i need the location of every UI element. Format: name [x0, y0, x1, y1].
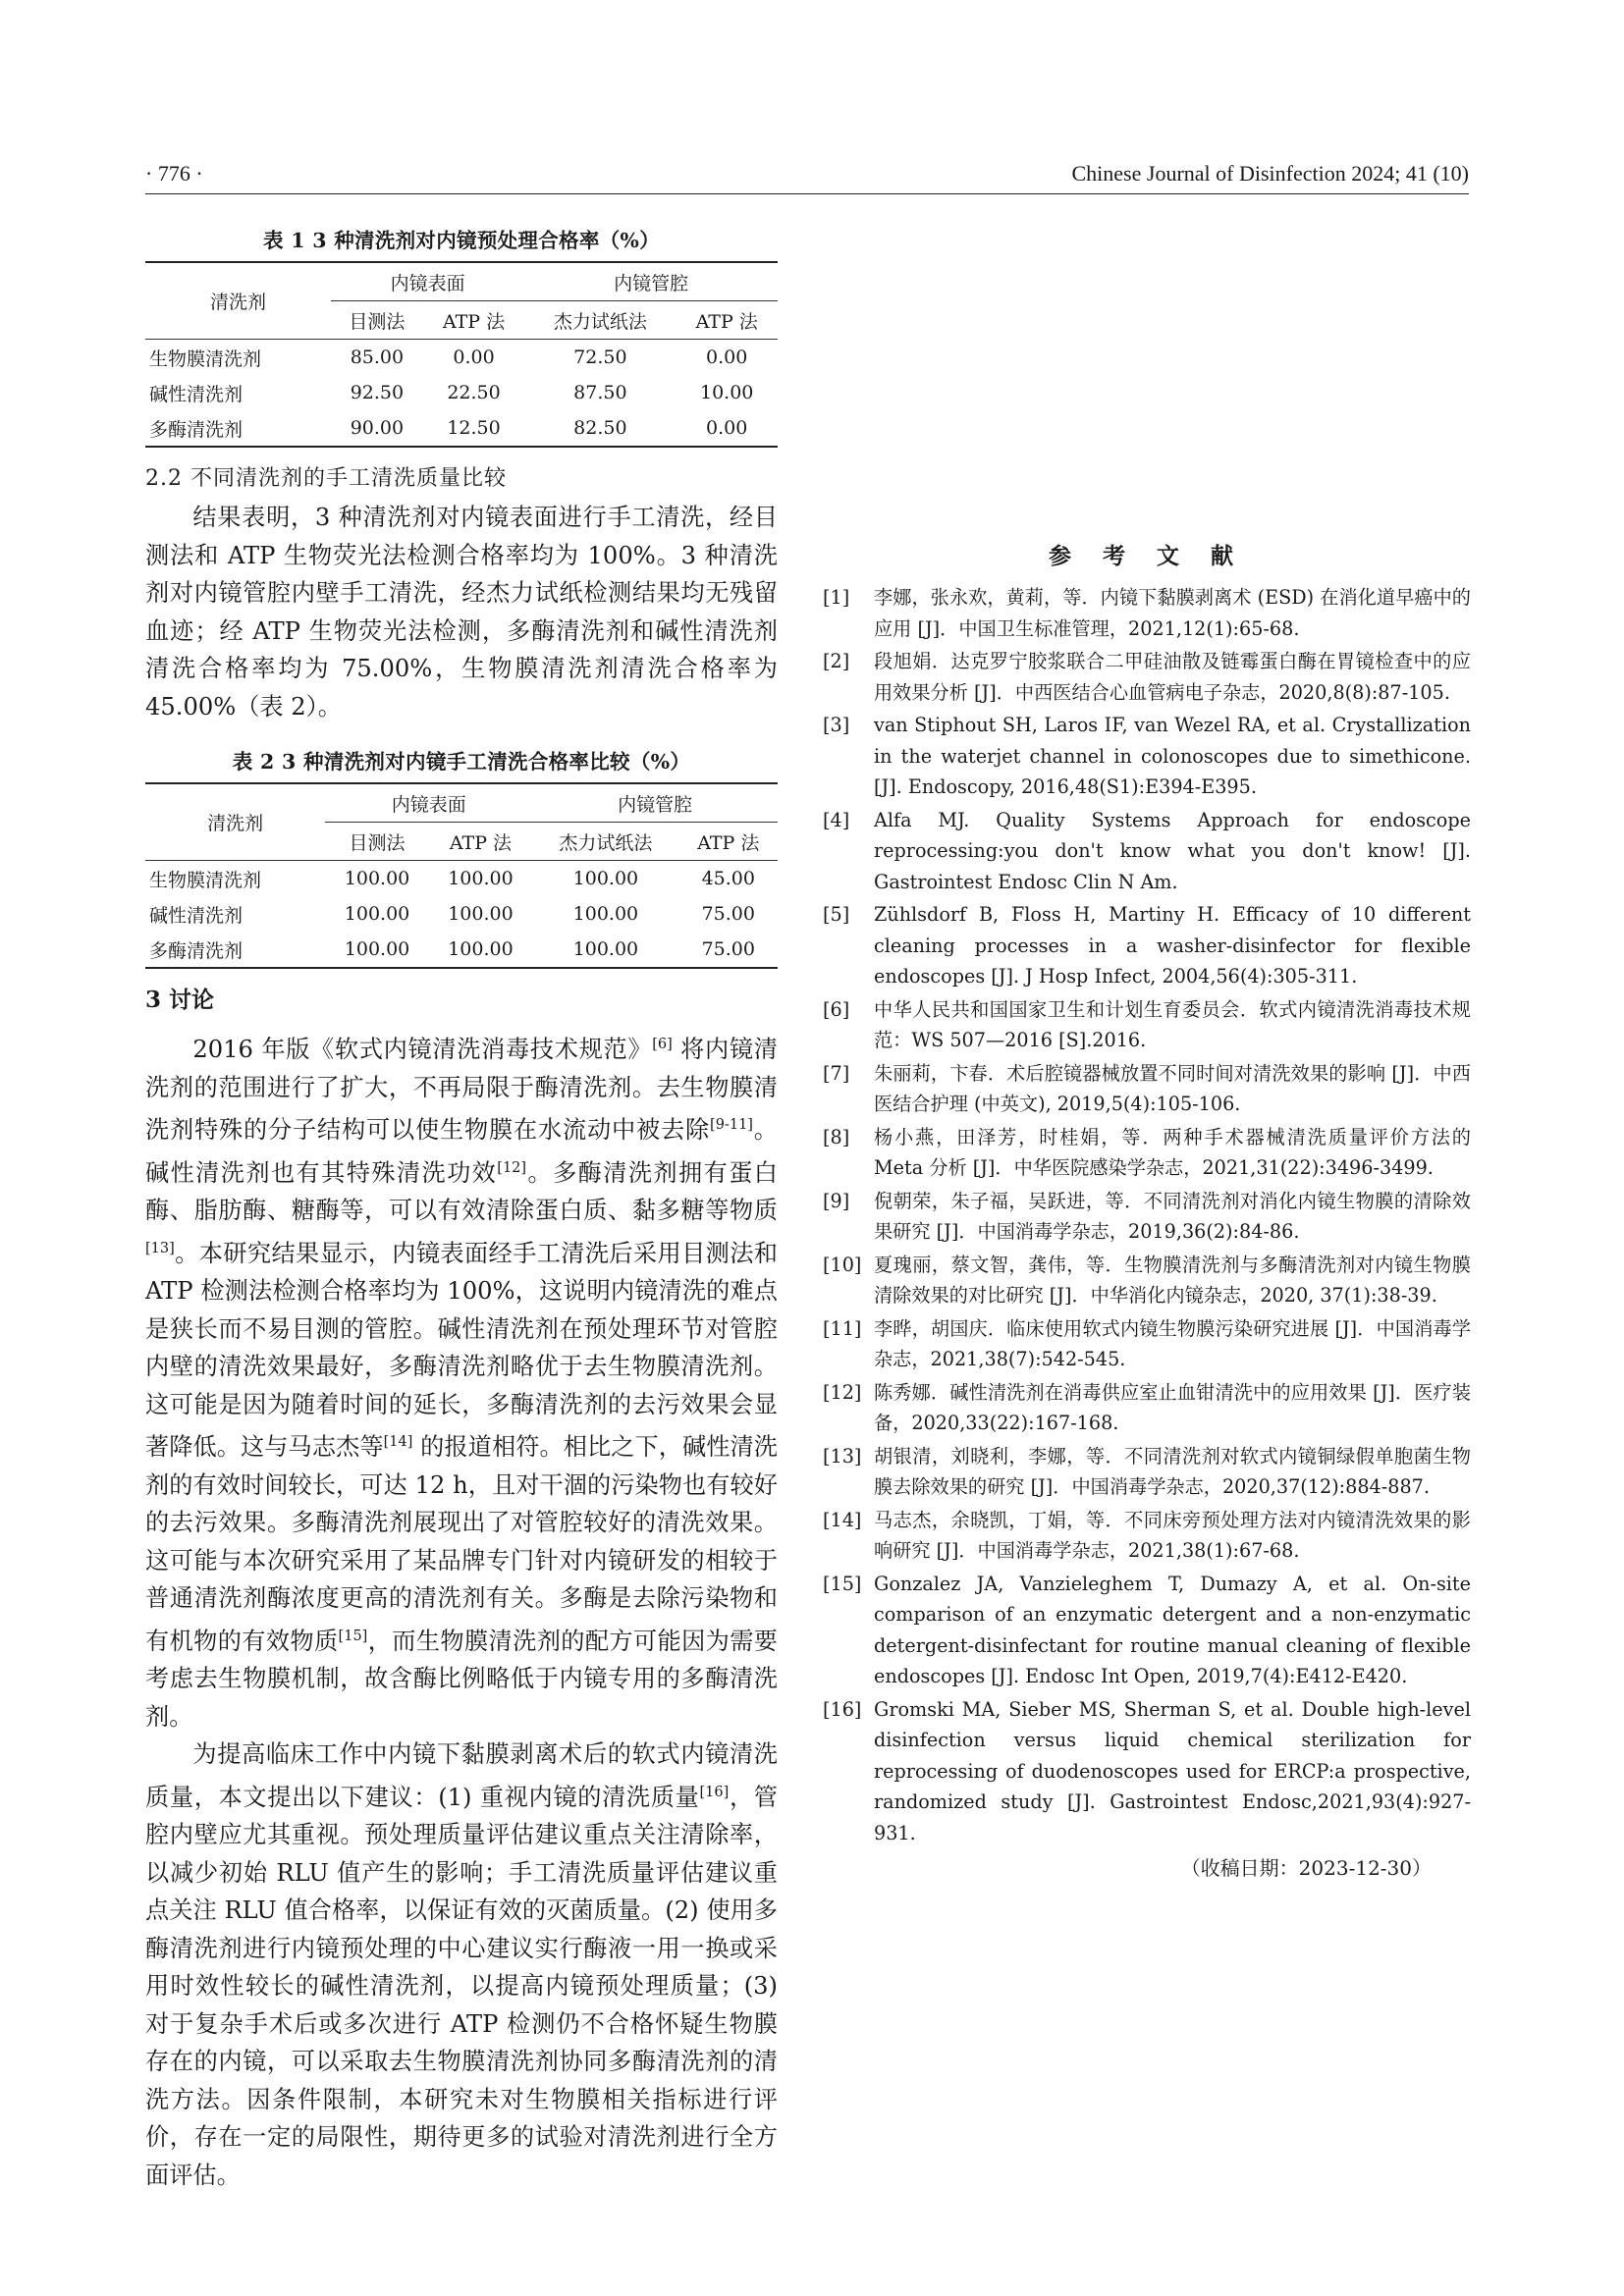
- cell: 0.00: [706, 347, 748, 368]
- reference-item: [823, 1377, 1471, 1439]
- cell: 100.00: [448, 868, 514, 889]
- table2-group-lumen: 内镜管腔: [532, 783, 778, 823]
- citation: [6]: [652, 1037, 673, 1052]
- cell: 100.00: [448, 903, 514, 925]
- citation: [12]: [497, 1159, 527, 1176]
- cell: 82.50: [573, 417, 627, 439]
- reference-text: van Stiphout SH, Laros IF, van Wezel RA, et al. Crystallization in the waterjet channel in colonoscopes due to simethicone. [J]. Endoscopy, 2016,48(S1):E394-E395.: [874, 714, 1471, 798]
- reference-text: 陈秀娜．碱性清洗剂在消毒供应室止血钳清洗中的应用效果 [J]．医疗装备，2020,33(22):167-168.: [874, 1380, 1471, 1434]
- reference-number: [3]: [823, 714, 850, 736]
- reference-text: Alfa MJ. Quality Systems Approach for endoscope reprocessing:you don't know what you don't know! [J]. Gastrointest Endosc Clin N Am.: [874, 808, 1471, 893]
- table1-caption: 表 1 3 种清洗剂对内镜预处理合格率（%）: [262, 229, 661, 252]
- table2-group-surface: 内镜表面: [325, 783, 532, 823]
- row-label: 多酶清洗剂: [149, 939, 244, 962]
- reference-list: [823, 582, 1471, 1848]
- references-title: 参 考 文 献: [1048, 543, 1246, 569]
- citation: [9-11]: [710, 1117, 753, 1134]
- table2-caption: 表 2 3 种清洗剂对内镜手工清洗合格率比较（%）: [232, 750, 691, 774]
- reference-text: 胡银清，刘晓利，李娜，等．不同清洗剂对软式内镜铜绿假单胞菌生物膜去除效果的研究 [J]．中国消毒学杂志，2020,37(12):884-887.: [874, 1444, 1471, 1498]
- reference-item: [823, 1694, 1471, 1849]
- cell: 100.00: [344, 903, 410, 925]
- reference-text: 倪朝荣，朱子福，吴跃进，等．不同清洗剂对消化内镜生物膜的清除效果研究 [J]．中国消毒学杂志，2019,36(2):84-86.: [874, 1189, 1471, 1243]
- reference-number: [2]: [823, 650, 850, 672]
- table1: [145, 261, 778, 448]
- reference-text: Gonzalez JA, Vanzieleghem T, Dumazy A, et al. On-site comparison of an enzymatic detergent and a non-enzymatic detergent-disinfectant for routine manual cleaning of flexible endoscopes [J]. Endosc Int Open, 2019,7(4):E412-E420.: [874, 1572, 1471, 1687]
- reference-text: 夏瑰丽，蔡文智，龚伟，等．生物膜清洗剂与多酶清洗剂对内镜生物膜清除效果的对比研究 [J]．中华消化内镜杂志，2020, 37(1):38-39.: [874, 1253, 1471, 1307]
- reference-item: [823, 1569, 1471, 1692]
- row-label: 生物膜清洗剂: [149, 347, 262, 370]
- discussion-paragraph-2: [145, 1735, 778, 2194]
- reference-number: [12]: [823, 1380, 862, 1404]
- citation: [15]: [338, 1628, 368, 1644]
- text-run: 。本研究结果显示，内镜表面经手工清洗后采用目测法和 ATP 检测法检测合格率均为 100%，这说明内镜清洗的难点是狭长而不易目测的管腔。碱性清洗剂在预处理环节对管腔内壁的清洗效果最好，多酶清洗剂略优于去生物膜清洗剂。这可能是因为随着时间的延长，多酶清洗剂的去污效果会显著降低。这与马志杰等: [145, 1239, 778, 1462]
- cell: 100.00: [344, 938, 410, 960]
- table1-sub-header: ATP 法: [695, 310, 758, 333]
- reference-item: [823, 710, 1471, 803]
- cell: 100.00: [344, 868, 410, 889]
- table1-stub: 清洗剂: [145, 262, 331, 340]
- row-label: 生物膜清洗剂: [149, 869, 262, 891]
- reference-number: [11]: [823, 1316, 862, 1340]
- table2-stub: 清洗剂: [145, 783, 325, 861]
- table2: [145, 782, 778, 969]
- text-run: 2016 年版《软式内镜清洗消毒技术规范》: [192, 1036, 653, 1064]
- table1-sub-header: 目测法: [349, 310, 406, 333]
- cell: 12.50: [447, 417, 501, 439]
- reference-text: 马志杰，余晓凯，丁娟，等．不同床旁预处理方法对内镜清洗效果的影响研究 [J]．中国消毒学杂志，2021,38(1):67-68.: [874, 1508, 1471, 1562]
- reference-text: 李晔，胡国庆．临床使用软式内镜生物膜污染研究进展 [J]．中国消毒学杂志，2021,38(7):542-545.: [874, 1316, 1471, 1370]
- reference-item: [823, 1441, 1471, 1503]
- discussion-paragraph-1: [145, 1026, 778, 1735]
- reference-number: [16]: [823, 1697, 862, 1721]
- cell: 100.00: [572, 938, 639, 960]
- text-run: ，而生物膜清洗剂的配方可能因为需要考虑去生物膜机制，故含酶比例略低于内镜专用的多酶清洗剂。: [145, 1627, 778, 1731]
- header-rule: [145, 193, 1469, 194]
- table1-sub-header: ATP 法: [442, 310, 506, 333]
- reference-item: [823, 994, 1471, 1056]
- table2-sub-header: ATP 法: [449, 831, 513, 854]
- journal-title: Chinese Journal of Disinfection 2024; 41 (10): [1071, 161, 1469, 186]
- reference-item: [823, 582, 1471, 644]
- right-column: [823, 530, 1471, 1881]
- table1-group-surface: 内镜表面: [331, 262, 524, 301]
- reference-number: [15]: [823, 1572, 862, 1595]
- table2-row: [145, 861, 778, 897]
- table2-row: [145, 896, 778, 932]
- table2-sub-header: ATP 法: [697, 831, 760, 854]
- citation: [13]: [145, 1240, 175, 1256]
- text-run: 。多酶清洗剂拥有蛋白酶、脂肪酶、糖酶等，可以有效清除蛋白质、黏多糖等物质: [145, 1158, 778, 1225]
- citation: [14]: [383, 1434, 413, 1451]
- cell: 92.50: [350, 382, 405, 403]
- cell: 22.50: [447, 382, 501, 403]
- cell: 10.00: [700, 382, 754, 403]
- reference-number: [7]: [823, 1061, 850, 1085]
- reference-item: [823, 1505, 1471, 1567]
- reference-text: 杨小燕，田泽芳，时桂娟，等．两种手术器械清洗质量评价方法的 Meta 分析 [J]．中华医院感染学杂志，2021,31(22):3496-3499.: [874, 1125, 1471, 1179]
- reference-number: [10]: [823, 1253, 862, 1276]
- left-column: [145, 218, 778, 2194]
- cell: 90.00: [350, 417, 405, 439]
- reference-text: 中华人民共和国国家卫生和计划生育委员会．软式内镜清洗消毒技术规范：WS 507—2016 [S].2016.: [874, 997, 1471, 1051]
- reference-number: [4]: [823, 808, 850, 831]
- text-run: ，管腔内壁应尤其重视。预处理质量评估建议重点关注清除率，以减少初始 RLU 值产生的影响；手工清洗质量评估建议重点关注 RLU 值合格率，以保证有效的灭菌质量。(2) 使用多酶清洗剂进行内镜预处理的中心建议实行酶液一用一换或采用时效性较长的碱性清洗剂，以提高内镜预处理质量；(3) 对于复杂手术后或多次进行 ATP 检测仍不合格怀疑生物膜存在的内镜，可以采取去生物膜清洗剂协同多酶清洗剂的清洗方法。因条件限制，本研究未对生物膜相关指标进行评价，存在一定的局限性，期待更多的试验对清洗剂进行全方面评估。: [145, 1783, 778, 2189]
- section-2-2-paragraph: 结果表明，3 种清洗剂对内镜表面进行手工清洗，经目测法和 ATP 生物荧光法检测合格率均为 100%。3 种清洗剂对内镜管腔内壁手工清洗，经杰力试纸检测结果均无残留血迹；经 ATP 生物荧光法检测，多酶清洗剂和碱性清洗剂清洗合格率均为 75.00%，生物膜清洗剂清洗合格率为 45.00%（表 2）。: [145, 504, 778, 721]
- cell: 0.00: [706, 417, 748, 439]
- reference-item: [823, 1250, 1471, 1311]
- reference-number: [14]: [823, 1508, 862, 1531]
- reference-item: [823, 1313, 1471, 1375]
- cell: 100.00: [448, 938, 514, 960]
- reference-item: [823, 646, 1471, 708]
- table2-row: [145, 932, 778, 968]
- cell: 100.00: [572, 868, 639, 889]
- reference-text: 段旭娟．达克罗宁胶浆联合二甲硅油散及链霉蛋白酶在胃镜检查中的应用效果分析 [J]．中西医结合心血管病电子杂志，2020,8(8):87-105.: [874, 650, 1471, 704]
- reference-number: [5]: [823, 903, 850, 926]
- table1-row: [145, 340, 778, 376]
- row-label: 碱性清洗剂: [149, 383, 244, 405]
- reference-text: Gromski MA, Sieber MS, Sherman S, et al. Double high-level disinfection versus liquid chemical sterilization for reprocessing of duodenoscopes used for ERCP:a prospective, randomized study [J]. Gastrointest Endosc,2021,93(4):927-931.: [874, 1697, 1471, 1844]
- cell: 0.00: [453, 347, 495, 368]
- row-label: 多酶清洗剂: [149, 418, 244, 441]
- table1-row: [145, 375, 778, 410]
- reference-number: [6]: [823, 997, 850, 1021]
- reference-item: [823, 1058, 1471, 1120]
- cell: 75.00: [701, 903, 755, 925]
- cell: 75.00: [701, 938, 755, 960]
- reference-text: 李娜，张永欢，黄莉，等．内镜下黏膜剥离术 (ESD) 在消化道早癌中的应用 [J]．中国卫生标准管理，2021,12(1):65-68.: [874, 586, 1471, 640]
- table1-sub-header: 杰力试纸法: [553, 310, 647, 333]
- table2-sub-header: 杰力试纸法: [559, 831, 653, 854]
- text-run: 为提高临床工作中内镜下黏膜剥离术后的软式内镜清洗质量，本文提出以下建议：(1) 重视内镜的清洗质量: [145, 1740, 778, 1811]
- reference-number: [1]: [823, 586, 850, 609]
- cell: 87.50: [573, 382, 627, 403]
- row-label: 碱性清洗剂: [149, 904, 244, 927]
- reference-text: Zühlsdorf B, Floss H, Martiny H. Efficacy of 10 different cleaning processes in a washer-disinfector for flexible endoscopes [J]. J Hosp Infect, 2004,56(4):305-311.: [874, 903, 1471, 988]
- cell: 72.50: [573, 347, 627, 368]
- reference-item: [823, 805, 1471, 898]
- table1-group-lumen: 内镜管腔: [524, 262, 778, 301]
- table1-row: [145, 410, 778, 447]
- cell: 100.00: [572, 903, 639, 925]
- reference-text: 朱丽莉，卞春．术后腔镜器械放置不同时间对清洗效果的影响 [J]．中西医结合护理 (中英文), 2019,5(4):105-106.: [874, 1061, 1471, 1115]
- page-number: · 776 ·: [145, 161, 203, 186]
- section-2-2-title: 2.2 不同清洗剂的手工清洗质量比较: [145, 466, 507, 491]
- cell: 85.00: [350, 347, 405, 368]
- section-3-title: 3 讨论: [145, 987, 215, 1013]
- text-run: 。碱性清洗剂也有其特殊清洗功效: [145, 1116, 778, 1187]
- reference-number: [8]: [823, 1125, 850, 1148]
- received-date: （收稿日期：2023-12-30）: [1180, 1856, 1432, 1880]
- page-header: [145, 153, 1469, 187]
- reference-number: [13]: [823, 1444, 862, 1468]
- cell: 45.00: [701, 868, 755, 889]
- reference-item: [823, 899, 1471, 992]
- table2-sub-header: 目测法: [349, 831, 406, 854]
- text-run: 的报道相符。相比之下，碱性清洗剂的有效时间较长，可达 12 h，且对干涸的污染物也有较好的去污效果。多酶清洗剂展现出了对管腔较好的清洗效果。这可能与本次研究采用了某品牌专门针对内镜研发的相较于普通清洗剂酶浓度更高的清洗剂有关。多酶是去除污染物和有机物的有效物质: [145, 1433, 778, 1655]
- reference-item: [823, 1186, 1471, 1248]
- citation: [16]: [699, 1784, 730, 1800]
- reference-item: [823, 1122, 1471, 1184]
- text-run: 将内镜清洗剂的范围进行了扩大，不再局限于酶清洗剂。去生物膜清洗剂特殊的分子结构可以使生物膜在水流动中被去除: [145, 1036, 778, 1145]
- reference-number: [9]: [823, 1189, 850, 1212]
